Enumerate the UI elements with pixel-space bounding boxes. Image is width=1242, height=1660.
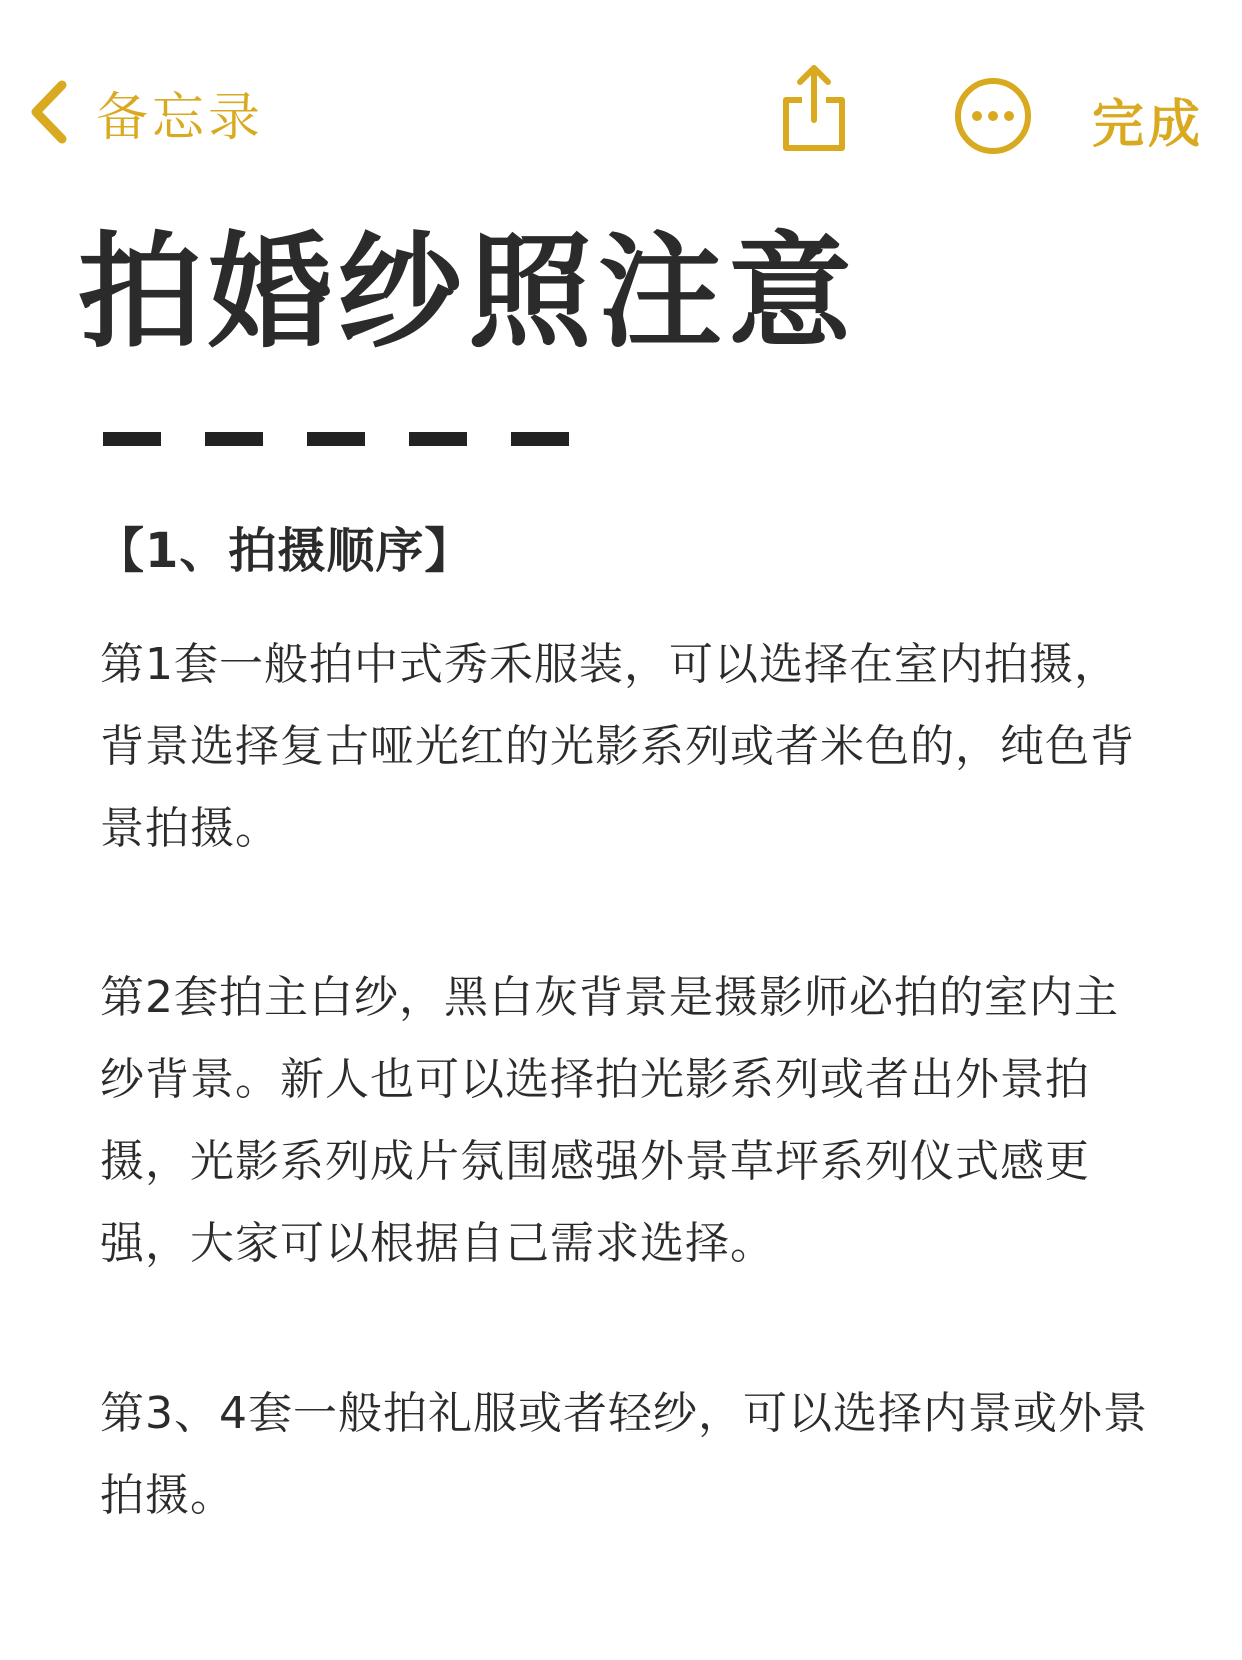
note-title: 拍婚纱照注意 [78, 221, 859, 365]
dashed-divider [103, 432, 613, 446]
share-icon [778, 62, 850, 154]
divider-dash [103, 432, 161, 446]
more-icon [953, 76, 1033, 156]
back-button[interactable] [26, 72, 264, 152]
more-button[interactable] [953, 76, 1033, 156]
note-paragraph-2: 第2套拍主白纱，黑白灰背景是摄影师必拍的室内主纱背景。新人也可以选择拍光影系列或者出外景拍摄，光影系列成片氛围感强外景草坪系列仪式感更强，大家可以根据自己需求选择。 [100, 972, 1119, 1269]
section-heading: 【1、拍摄顺序】 [96, 523, 474, 579]
divider-dash [307, 432, 365, 446]
divider-dash [511, 432, 569, 446]
navigation-bar [0, 0, 1242, 200]
note-paragraph-1: 第1套一般拍中式秀禾服装，可以选择在室内拍摄，背景选择复古哑光红的光影系列或者米色的，纯色背景拍摄。 [100, 639, 1135, 854]
back-label: 备忘录 [96, 87, 265, 148]
done-button[interactable]: 完成 [1092, 95, 1205, 155]
note-paragraph-3: 第3、4套一般拍礼服或者轻纱，可以选择内景或外景拍摄。 [100, 1388, 1148, 1521]
share-button[interactable] [778, 62, 850, 154]
divider-dash [409, 432, 467, 446]
chevron-left-icon [26, 79, 70, 145]
divider-dash [205, 432, 263, 446]
